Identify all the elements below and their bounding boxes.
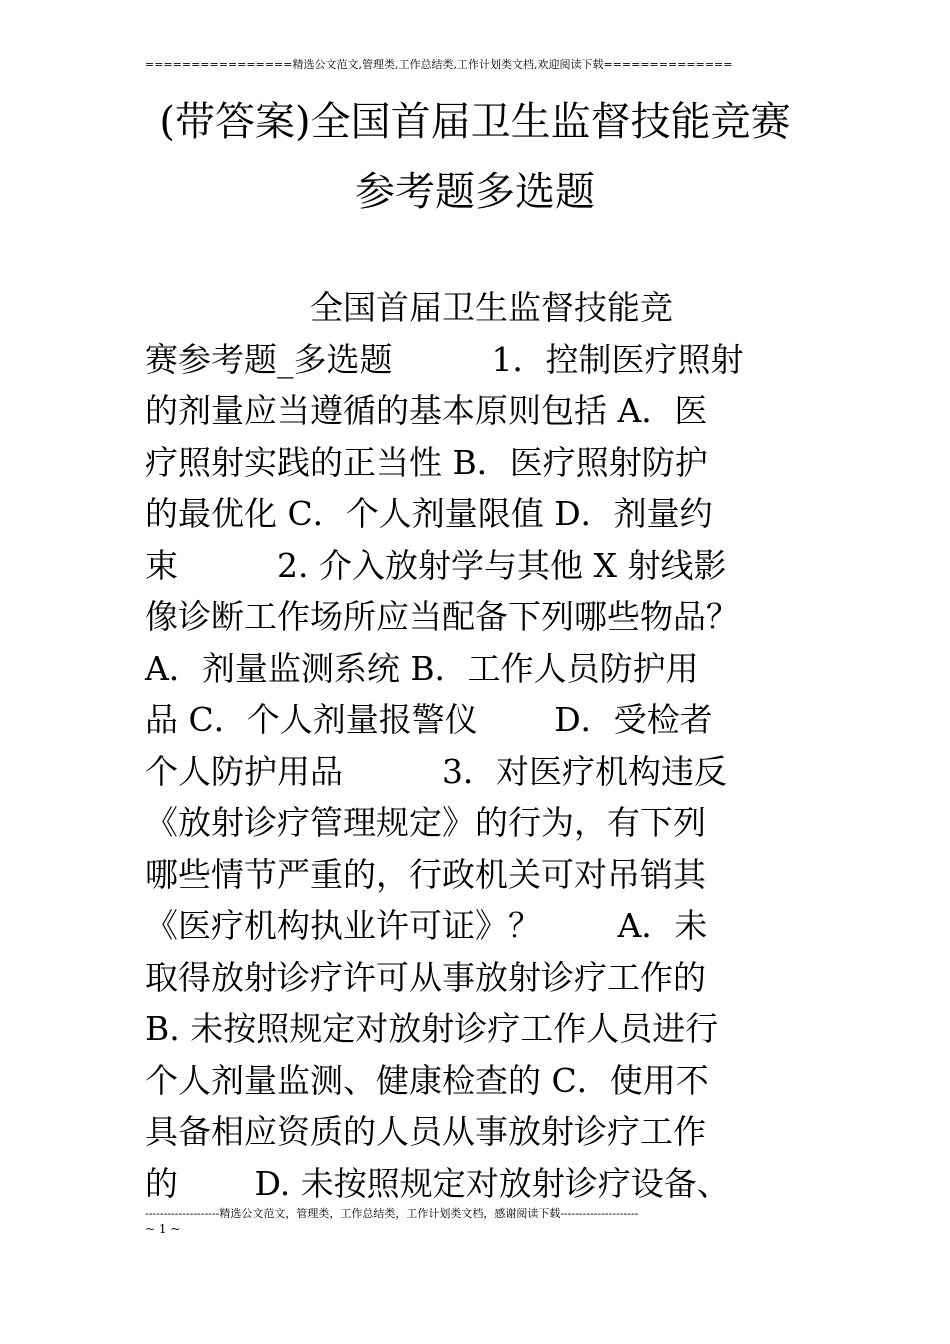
body-line: 束 2. 介入放射学与其他 X 射线影 [145,545,727,585]
body-line: 《医疗机构执业许可证》？ A．未 [145,906,708,945]
body-line: 的 D. 未按照规定对放射诊疗设备、 [145,1163,730,1203]
body-line: 像诊断工作场所应当配备下列哪些物品？ [145,597,739,636]
document-title-line-1: (带答案)全国首届卫生监督技能竞赛 [159,99,791,145]
body-line: 的剂量应当遵循的基本原则包括 A．医 [145,391,708,430]
body-line: 哪些情节严重的，行政机关可对吊销其 [145,854,706,894]
body-line: 取得放射诊疗许可从事放射诊疗工作的 [145,957,706,997]
body-line: 个人剂量监测、健康检查的 C．使用不 [145,1060,709,1100]
body-line: 赛参考题_多选题 1．控制医疗照射 [145,339,744,379]
header-banner: ================精选公文范文,管理类,工作总结类,工作计划类文档,欢迎阅读下载============== [145,58,733,71]
footer-banner: --------------------精选公文范文，管理类，工作总结类，工作计划类文档，感谢阅读下载--------------------- [145,1207,639,1220]
body-line: 的最优化 C．个人剂量限值 D．剂量约 [145,494,713,533]
body-line: 全国首届卫生监督技能竞 [145,288,673,327]
page-number: ~ 1 ~ [145,1222,181,1236]
body-line: 疗照射实践的正当性 B．医疗照射防护 [145,442,708,482]
body-text [145,282,810,1209]
document-title-line-2: 参考题多选题 [355,169,595,215]
body-line: 品 C．个人剂量报警仪 D．受检者 [145,700,713,739]
body-line: 具备相应资质的人员从事放射诊疗工作 [145,1112,706,1151]
body-line: A．剂量监测系统 B．工作人员防护用 [145,648,699,688]
body-line: 《放射诊疗管理规定》的行为，有下列 [145,803,706,842]
body-line: 个人防护用品 3．对医疗机构违反 [145,751,727,791]
body-line: B. 未按照规定对放射诊疗工作人员进行 [145,1009,719,1048]
